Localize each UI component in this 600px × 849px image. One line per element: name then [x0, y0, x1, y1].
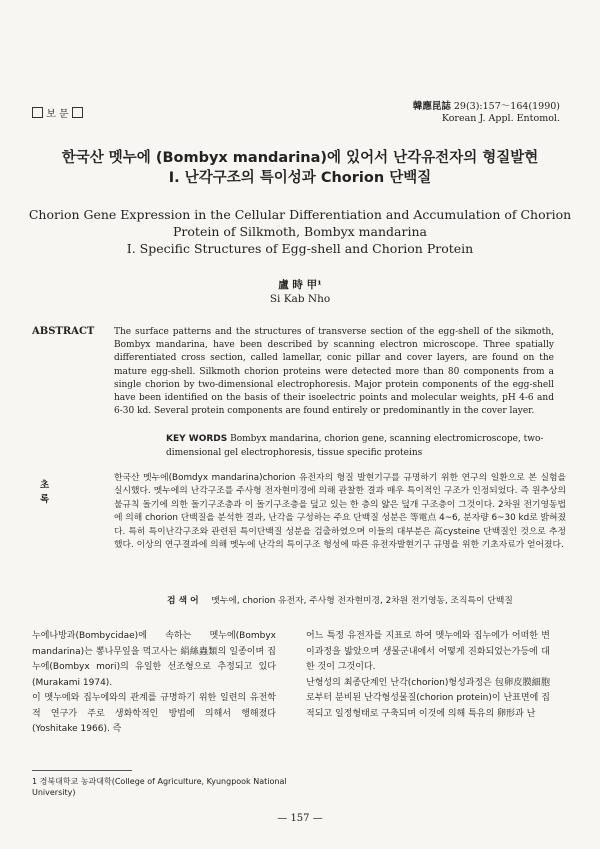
- article-type-tag: [32, 105, 83, 120]
- body-column-left: [32, 629, 276, 738]
- checkbox-icon: [72, 107, 83, 118]
- korean-summary-text: 한국산 멧누에(Bomdyx mandarina)chorion 유전자의 형질 발현기구를 규명하기 위한 연구의 일환으로 본 실험을 실시했다. 멧누에의 난각구조를 주사형 전자현미경에 의해 관찰한 결과 매우 특이적인 구조가 인정되었다. 즉 원추상의 불규칙 돌기에 의한 돌기구조층과 이 돌기구조층을 덮고 있는 한 층의 얇은 덮개 구조층이 그것이다. 2차원 전기영동법에 의해 chorion 단백질을 분석한 결과, 난각을 구성하는 주요 단백질 성분은 等電点 4~6, 분자량 6~30 kd로 밝혀졌다. 특히 특이난각구조와 관련된 특이단백질 성분을 검출하였으며 이들의 대부분은 高cysteine 단백질인 것으로 추정했다. 이상의 연구결과에 의해 멧누에 난각의 특이구조 형성에 따른 유전자발현기구 규명을 위한 기초자료가 얻어졌다.: [114, 473, 566, 551]
- abstract-label: ABSTRACT: [32, 326, 95, 337]
- body-paragraph: 이 멧누에와 집누에와의 관계를 규명하기 위한 일련의 유전학적 연구가 주로 생화학적인 방법에 의해서 행해졌다(Yoshitake 1966). 즉: [32, 693, 276, 734]
- body-paragraph: 난형성의 최종단계인 난각(chorion)형성과정은 包卵皮膜細胞로부터 분비된 난각형성물질(chorion protein)이 난표면에 집적되고 일정형태로 구축되며 이것에 의해 특유의 卵形과 난: [306, 677, 550, 719]
- page-number: — 157 —: [277, 813, 323, 824]
- english-title-line3: I. Specific Structures of Egg-shell and Chorion Protein: [126, 241, 474, 256]
- abstract-text: The surface patterns and the structures of transverse section of the egg-shell of the sikmoth, Bombyx mandarina, have been described by scanning electron microscope. Three spatially differentiated cross section, called lamellar, conic pillar and cover layers, are found on the mature egg-shell. Silkmoth chorion proteins were detected more than 80 components from a single chorion by two-dimensional electrophoresis. Major protein components of the egg-shell have been identified on the basis of their isoelectric points and molecular weights, pH 4-6 and 6-30 kd. Several protein components are found entirely or predominantly in the cover layer.: [114, 327, 554, 417]
- english-title-line2: Protein of Silkmoth, Bombyx mandarina: [173, 224, 427, 239]
- korean-title: [0, 148, 600, 188]
- korean-summary-label: 초록: [40, 480, 72, 505]
- keywords-korean-label: 검 색 어: [167, 596, 199, 606]
- korean-title-line1: 한국산 멧누에 (Bombyx mandarina)에 있어서 난각유전자의 형질발현: [61, 150, 539, 166]
- journal-volume: 29(3):157～164(1990): [453, 101, 560, 112]
- keywords-korean-text: 멧누에, chorion 유전자, 주사형 전자현미경, 2차원 전기영동, 조직특이 단백질: [211, 596, 513, 606]
- body-column-right: [306, 629, 550, 722]
- journal-en: Korean J. Appl. Entomol.: [441, 113, 560, 124]
- author-english: Si Kab Nho: [269, 293, 331, 305]
- english-title: [0, 206, 600, 257]
- body-paragraph: 어느 특정 유전자를 지표로 하여 멧누에와 집누에가 어떠한 변이과정을 밟았으며 생물군내에서 어떻게 진화되었는가등에 대한 것이 그것이다.: [306, 631, 550, 672]
- keywords-text: Bombyx mandarina, chorion gene, scanning electromicroscope, two-dimensional gel electrophoresis, tissue specific proteins: [166, 434, 544, 458]
- article-type-label: 보 문: [46, 109, 69, 120]
- keywords-english: [166, 433, 564, 460]
- keywords-label: KEY WORDS: [166, 434, 228, 444]
- author-korean: 盧 時 甲¹: [278, 279, 322, 291]
- body-paragraph: 누에나방과(Bombycidae)에 속하는 멧누에(Bombyx mandarina)는 뽕나무잎을 먹고사는 絹絲蟲類의 일종이며 집누에(Bombyx mori)의 유일한 선조형으로 추정되고 있다(Murakami 1974).: [32, 631, 276, 688]
- footnote-divider: [32, 770, 132, 771]
- journal-citation: [413, 101, 560, 125]
- korean-title-line2: I. 난각구조의 특이성과 Chorion 단백질: [168, 170, 432, 186]
- footnote: 1 경북대학교 농과대학(College of Agriculture, Kyungpook National University): [32, 777, 287, 797]
- english-title-line1: Chorion Gene Expression in the Cellular Differentiation and Accumulation of Chorion: [28, 207, 572, 222]
- keywords-korean: [167, 593, 567, 606]
- checkbox-icon: [32, 107, 43, 118]
- journal-ko: 韓應昆誌: [412, 101, 451, 112]
